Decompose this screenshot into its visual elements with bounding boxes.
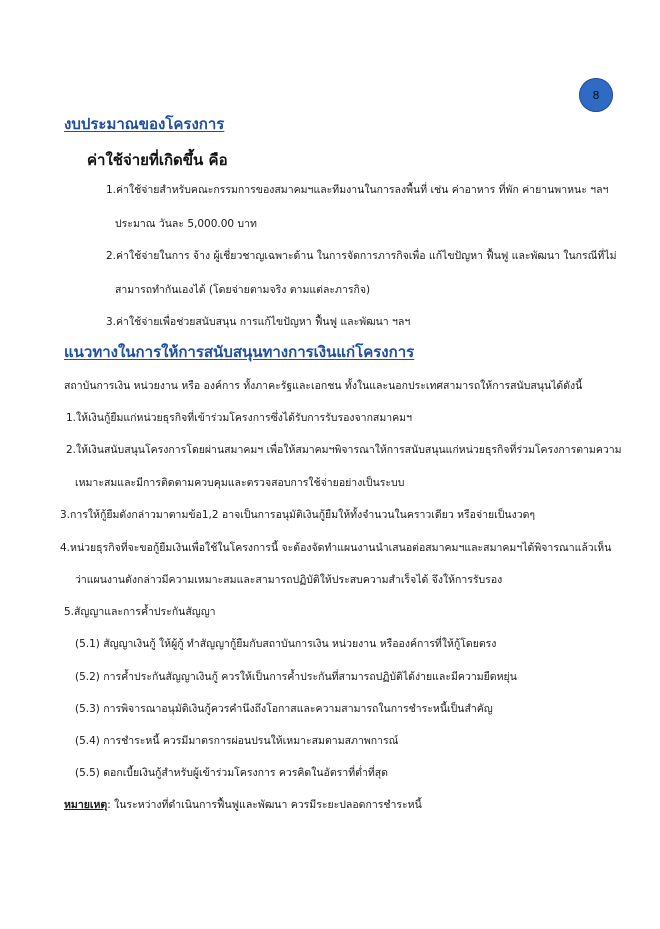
note-label: หมายเหตุ xyxy=(64,799,108,811)
funding-item: 3.การให้กู้ยืมดังกล่าวมาตามข้อ1,2 อาจเป็นการอนุมัติเงินกู้ยืมให้ทั้งจำนวนในคราวเดียว หรือจ่ายเป็นงวดๆ xyxy=(60,509,536,521)
page-number: 8 xyxy=(592,88,600,102)
contract-subitem: (5.2) การค้ำประกันสัญญาเงินกู้ ควรให้เป็นการค้ำประกันที่สามารถปฏิบัติได้ง่ายและมีความยืดหยุ่น xyxy=(75,671,517,683)
contract-subitem: (5.1) สัญญาเงินกู้ ให้ผู้กู้ ทำสัญญากู้ยืมกับสถาบันการเงิน หน่วยงาน หรือองค์การที่ให้กู้โดยตรง xyxy=(75,638,497,650)
funding-heading: แนวทางในการให้การสนับสนุนทางการเงินแก่โครงการ xyxy=(64,343,415,361)
contract-subitem: (5.4) การชำระหนี้ ควรมีมาตรการผ่อนปรนให้เหมาะสมตามสภาพการณ์ xyxy=(75,735,399,747)
expense-item: 3.ค่าใช้จ่ายเพื่อช่วยสนับสนุน การแก้ไขปัญหา ฟื้นฟู และพัฒนา ฯลฯ xyxy=(106,316,411,328)
note-text: : ในระหว่างที่ดำเนินการฟื้นฟูและพัฒนา ควรมีระยะปลอดการชำระหนี้ xyxy=(107,799,422,811)
funding-item: เหมาะสมและมีการติดตามควบคุมและตรวจสอบการใช้จ่ายอย่างเป็นระบบ xyxy=(75,477,405,489)
contract-subitem: (5.5) ดอกเบี้ยเงินกู้สำหรับผู้เข้าร่วมโครงการ ควรคิดในอัตราที่ต่ำที่สุด xyxy=(75,767,388,779)
funding-intro: สถาบันการเงิน หน่วยงาน หรือ องค์การ ทั้งภาคะรัฐและเอกชน ทั้งในและนอกประเทศสามารถให้การสนับสนุนได้ดังนี้ xyxy=(64,380,583,392)
contract-subitem: (5.3) การพิจารณาอนุมัติเงินกู้ควรคำนึงถึงโอกาสและความสามารถในการชำระหนี้เป็นสำคัญ xyxy=(75,703,493,715)
budget-heading: งบประมาณของโครงการ xyxy=(64,115,225,133)
expense-item: สามารถทำกันเองได้ (โดยจ่ายตามจริง ตามแต่ละภารกิจ) xyxy=(115,284,371,296)
expenses-subheading: ค่าใช้จ่ายที่เกิดขึ้น คือ xyxy=(87,151,228,169)
funding-item: 5.สัญญาและการค้ำประกันสัญญา xyxy=(64,606,216,618)
expense-item: 2.ค่าใช้จ่ายในการ จ้าง ผู้เชี่ยวชาญเฉพาะด้าน ในการจัดการภารกิจเพื่อ แก้ไขปัญหา ฟื้นฟู และพัฒนา ในกรณีที่ไม่ xyxy=(106,250,617,262)
funding-item: 4.หน่วยธุรกิจที่จะขอกู้ยืมเงินเพื่อใช้ในโครงการนี้ จะต้องจัดทำแผนงานนำเสนอต่อสมาคมฯและสมาคมฯได้พิจารณาแล้วเห็น xyxy=(60,542,612,554)
funding-item: ว่าแผนงานดังกล่าวมีความเหมาะสมและสามารถปฏิบัติให้ประสบความสำเร็จได้ จึงให้การรับรอง xyxy=(75,574,503,586)
funding-item: 1.ให้เงินกู้ยืมแก่หน่วยธุรกิจที่เข้าร่วมโครงการซึ่งได้รับการรับรองจากสมาคมฯ xyxy=(66,412,412,424)
page-number-badge xyxy=(579,78,613,112)
funding-item: 2.ให้เงินสนับสนุนโครงการโดยผ่านสมาคมฯ เพื่อให้สมาคมฯพิจารณาให้การสนับสนุนแก่หน่วยธุรกิจที่ร่วมโครงการตามความ xyxy=(66,444,622,456)
expense-item: ประมาณ วันละ 5,000.00 บาท xyxy=(115,218,257,230)
expense-item: 1.ค่าใช้จ่ายสำหรับคณะกรรมการของสมาคมฯและทีมงานในการลงพื้นที่ เช่น ค่าอาหาร ที่พัก ค่ายานพาหนะ ฯลฯ xyxy=(106,184,609,196)
note xyxy=(64,798,422,812)
